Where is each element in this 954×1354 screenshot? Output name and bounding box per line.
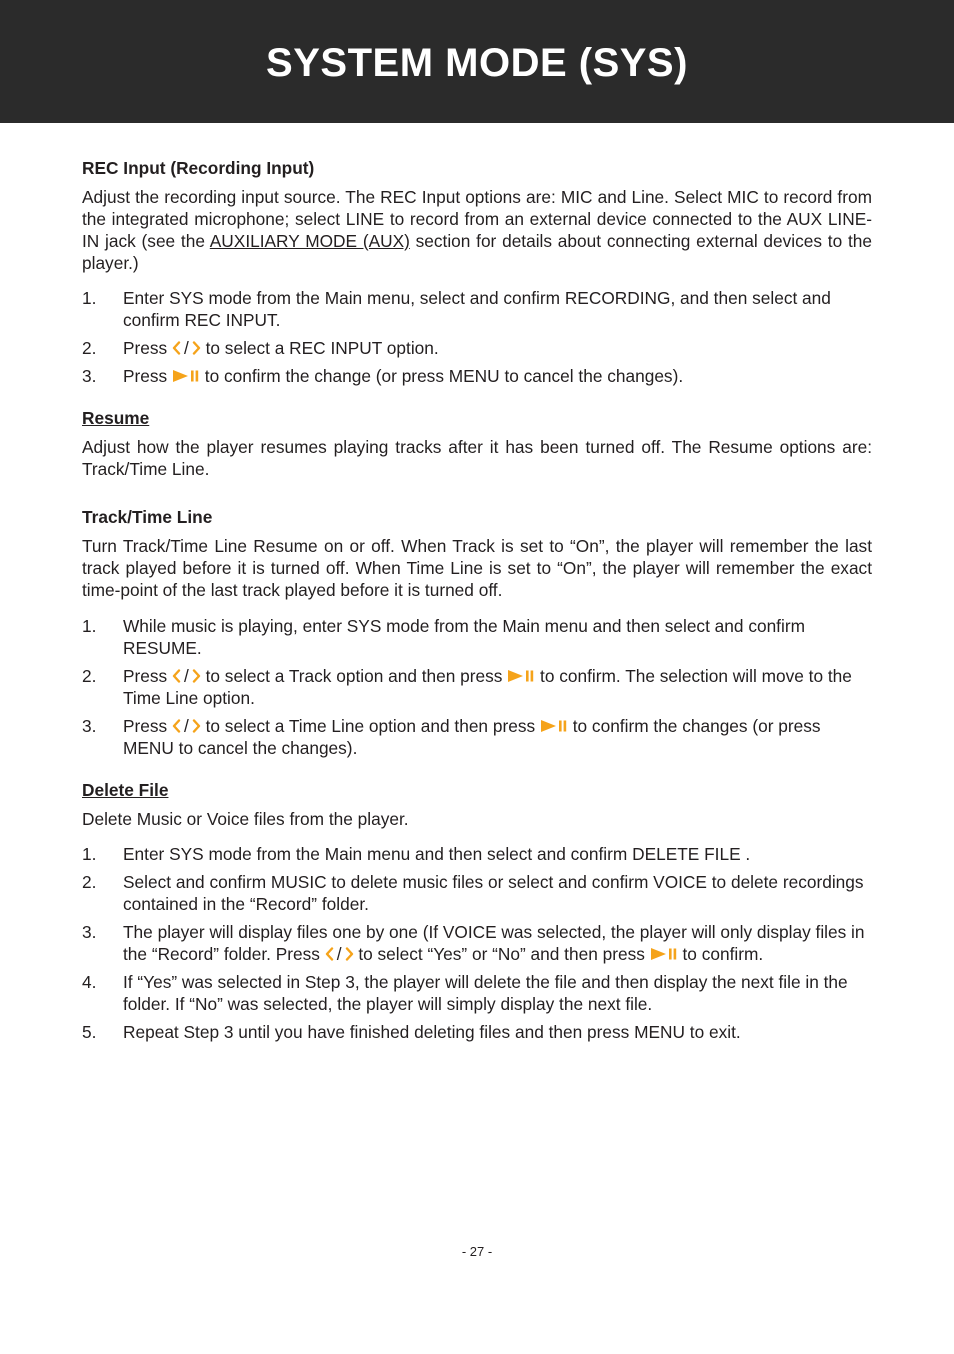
prev-next-icon bbox=[325, 944, 354, 964]
aux-mode-link[interactable]: AUXILIARY MODE (AUX) bbox=[209, 231, 410, 251]
resume-intro: Adjust how the player resumes playing tracks after it has been turned off. The Resume options are: Track/Time Line. bbox=[82, 437, 872, 479]
delete-file-steps bbox=[82, 843, 872, 1043]
delete-file-heading: Delete File bbox=[82, 780, 169, 800]
track-time-line-heading: Track/Time Line bbox=[82, 507, 213, 527]
play-pause-icon bbox=[507, 666, 535, 686]
play-pause-icon bbox=[172, 366, 200, 386]
list-item: 2. Press / to select a REC INPUT option. bbox=[82, 338, 439, 358]
chevron-left-icon bbox=[325, 947, 334, 961]
track-time-line-intro: Turn Track/Time Line Resume on or off. When Track is set to “On”, the player will remember the last track played before it is turned off. When Time Line is set to “On”, the player will remember the exact time-point of the last track played before it is turned off. bbox=[82, 536, 872, 600]
delete-file-intro: Delete Music or Voice files from the player. bbox=[82, 809, 409, 829]
page-content bbox=[82, 157, 872, 1049]
prev-next-icon bbox=[172, 716, 201, 736]
play-pause-icon bbox=[650, 944, 678, 964]
page-title: SYSTEM MODE (SYS) bbox=[266, 41, 688, 85]
chevron-left-icon bbox=[172, 669, 181, 683]
chevron-right-icon bbox=[192, 719, 201, 733]
play-pause-glyph bbox=[540, 719, 568, 733]
separator: / bbox=[183, 338, 189, 358]
list-item: 1. While music is playing, enter SYS mode from the Main menu and then select and confirm RESUME. bbox=[82, 616, 805, 658]
rec-input-steps bbox=[82, 287, 872, 387]
list-item: 3. The player will display files one by one (If VOICE was selected, the player will only display files in the “Record” folder. Press / to select “Yes” or “No” and then press to confirm. bbox=[82, 922, 865, 964]
chevron-left-icon bbox=[172, 719, 181, 733]
play-pause-glyph bbox=[172, 369, 200, 383]
list-item: 5. Repeat Step 3 until you have finished deleting files and then press MENU to exit. bbox=[82, 1022, 741, 1042]
play-pause-icon bbox=[540, 716, 568, 736]
chevron-right-icon bbox=[192, 669, 201, 683]
list-item: 4. If “Yes” was selected in Step 3, the player will delete the file and then display the next file in the folder. If “No” was selected, the player will simply display the next file. bbox=[82, 972, 848, 1014]
separator: / bbox=[183, 716, 189, 736]
prev-next-icon bbox=[172, 666, 201, 686]
list-item: 2. Select and confirm MUSIC to delete music files or select and confirm VOICE to delete recordings contained in the “Record” folder. bbox=[82, 872, 864, 914]
chevron-right-icon bbox=[345, 947, 354, 961]
track-time-line-steps bbox=[82, 615, 872, 759]
play-pause-glyph bbox=[507, 669, 535, 683]
rec-input-intro: Adjust the recording input source. The REC Input options are: MIC and Line. Select MIC to record from the integrated microphone; select LINE to record from an external device connected to the AUX LINE-IN jack (see the AUXILIARY MODE (AUX) section for details about connecting external devices to the player.) bbox=[82, 187, 872, 273]
chevron-left-icon bbox=[172, 341, 181, 355]
list-item: 3. Press / to select a Time Line option and then press to confirm the changes (or press MENU to cancel the changes). bbox=[82, 716, 821, 758]
list-item: 2. Press / to select a Track option and then press to confirm. The selection will move to the Time Line option. bbox=[82, 666, 852, 708]
separator: / bbox=[183, 666, 189, 686]
page-number: - 27 - bbox=[461, 1244, 493, 1259]
chevron-right-icon bbox=[192, 341, 201, 355]
prev-next-icon bbox=[172, 338, 201, 358]
list-item: 1. Enter SYS mode from the Main menu, select and confirm RECORDING, and then select and confirm REC INPUT. bbox=[82, 288, 831, 330]
resume-heading: Resume bbox=[82, 408, 150, 428]
list-item: 3. Press to confirm the change (or press MENU to cancel the changes). bbox=[82, 366, 684, 386]
list-item: 1. Enter SYS mode from the Main menu and then select and confirm DELETE FILE . bbox=[82, 844, 751, 864]
page-header bbox=[0, 0, 954, 123]
separator: / bbox=[336, 944, 342, 964]
rec-input-heading: REC Input (Recording Input) bbox=[82, 158, 315, 178]
play-pause-glyph bbox=[650, 947, 678, 961]
